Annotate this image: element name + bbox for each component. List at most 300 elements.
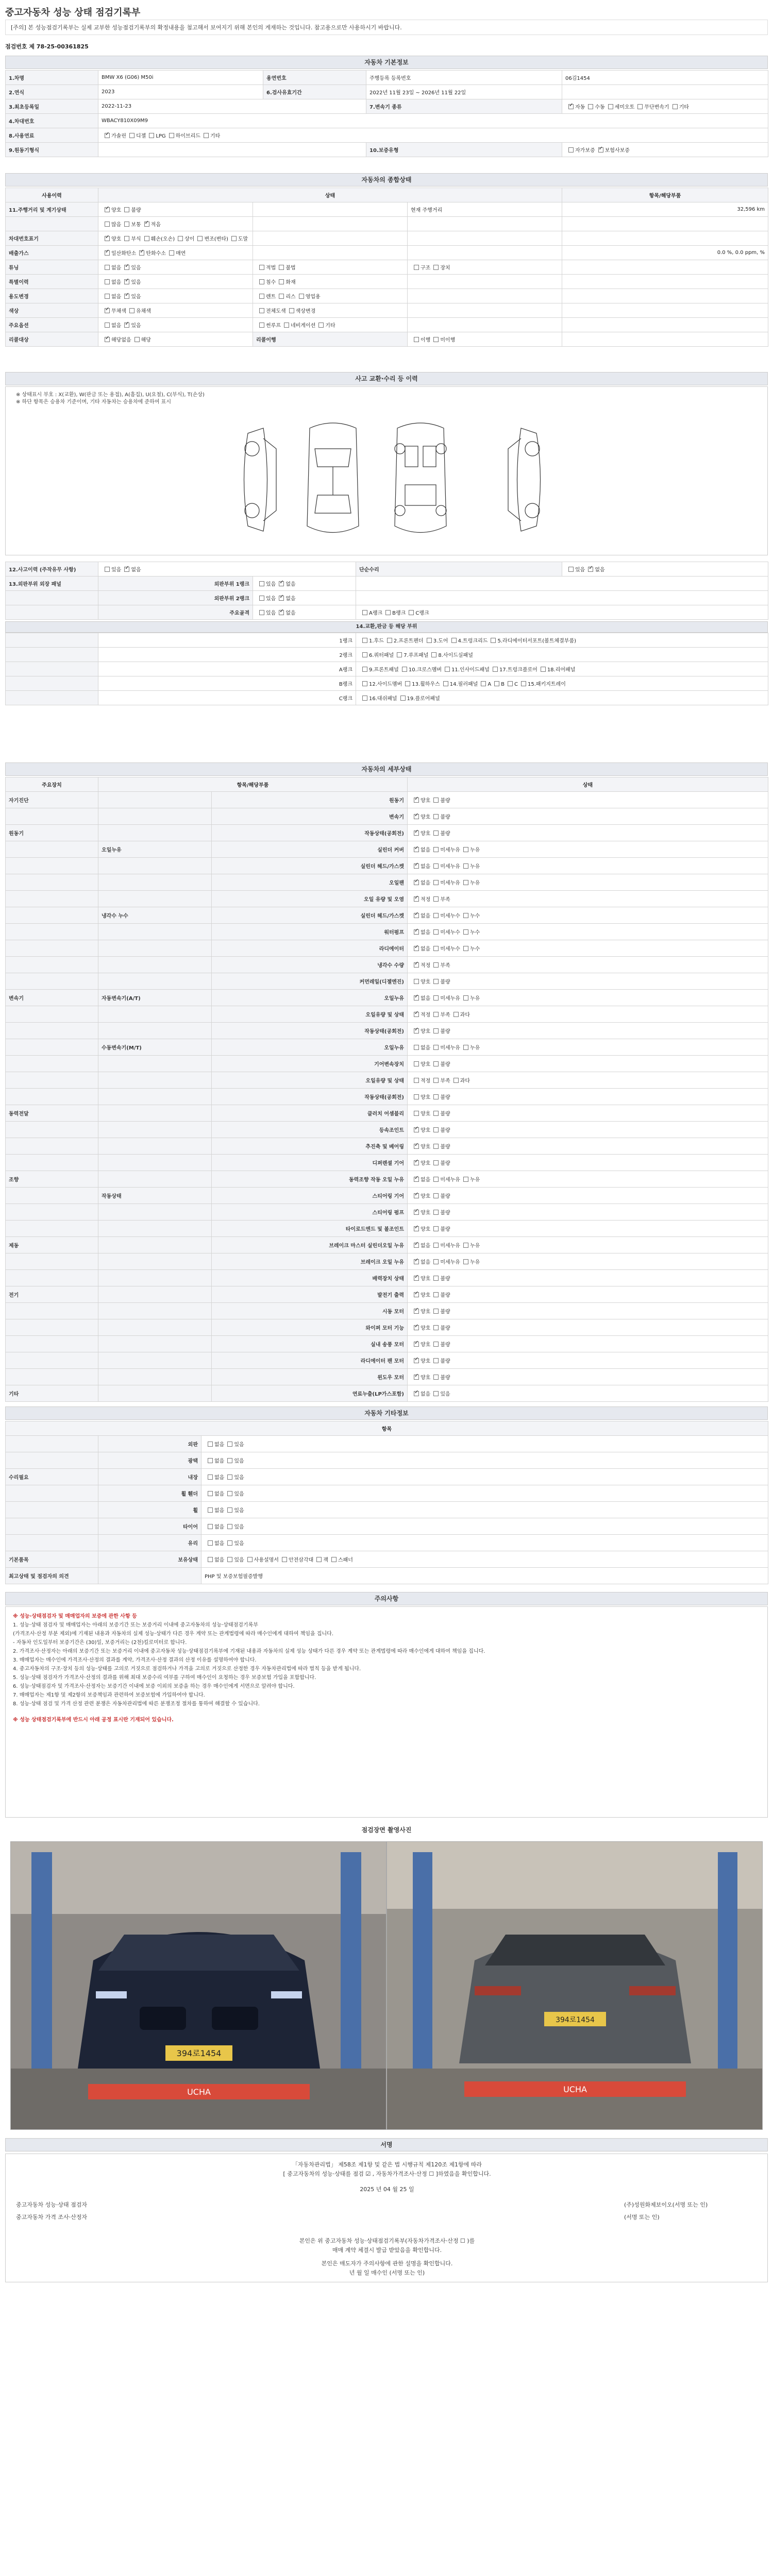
caution-line: 5. 성능·상태 점검자가 가격조사·산정의 결과를 위해 최대 보증수리 여부를 구하여 매수인이 요청하는 경우 보증보험 가입을 포함합니다.: [13, 1675, 316, 1681]
checkbox[interactable]: [227, 1491, 232, 1496]
status-checks-2: [253, 231, 408, 246]
checkbox[interactable]: [414, 880, 419, 885]
checkbox[interactable]: [433, 814, 439, 819]
detail-subgroup: [98, 858, 212, 874]
checkbox[interactable]: [433, 1177, 439, 1182]
other-item: 광택: [98, 1452, 201, 1469]
status-checks-2: [253, 202, 408, 217]
checkbox[interactable]: [433, 913, 439, 918]
checkbox[interactable]: [105, 265, 110, 270]
checkbox[interactable]: [227, 1507, 232, 1513]
checkbox[interactable]: [259, 596, 264, 601]
checkbox[interactable]: [433, 1127, 439, 1132]
checkbox[interactable]: [414, 863, 419, 869]
checkbox[interactable]: [208, 1507, 213, 1513]
checkbox[interactable]: [362, 652, 367, 657]
checkbox[interactable]: [247, 1557, 253, 1562]
accident-checks: [253, 605, 356, 620]
checkbox-label: 5.라디에이터서포트(볼트체결부품): [497, 638, 577, 644]
checkbox[interactable]: [433, 1342, 439, 1347]
checkbox-label: 하이브리드: [175, 133, 200, 139]
checkbox[interactable]: [259, 265, 264, 270]
checkbox[interactable]: [208, 1540, 213, 1546]
checkbox-label: 3.도어: [433, 638, 448, 644]
detail-checks: [408, 1171, 768, 1188]
checkbox[interactable]: [197, 236, 203, 241]
other-group: 기본품목: [6, 1551, 98, 1568]
checkbox[interactable]: [259, 308, 264, 313]
detail-group: 제동: [6, 1237, 98, 1253]
checkbox[interactable]: [568, 147, 574, 152]
checkbox[interactable]: [433, 1160, 439, 1165]
checkbox[interactable]: [433, 1391, 439, 1396]
checkbox[interactable]: [259, 610, 264, 615]
checkbox[interactable]: [259, 279, 264, 284]
checkbox[interactable]: [414, 1342, 419, 1347]
checkbox[interactable]: [227, 1540, 232, 1546]
checkbox[interactable]: [208, 1442, 213, 1447]
checkbox[interactable]: [433, 1276, 439, 1281]
checkbox[interactable]: [414, 1111, 419, 1116]
checkbox[interactable]: [451, 638, 457, 643]
detail-checks: [408, 1138, 768, 1155]
checkbox[interactable]: [124, 222, 129, 227]
checkbox[interactable]: [414, 913, 419, 918]
checkbox[interactable]: [453, 1078, 459, 1083]
checkbox[interactable]: [521, 681, 526, 686]
checkbox[interactable]: [463, 995, 468, 1001]
checkbox[interactable]: [387, 638, 392, 643]
status-label: 튜닝: [6, 260, 98, 275]
checkbox-label: 양호: [421, 1359, 431, 1364]
checkbox[interactable]: [208, 1524, 213, 1529]
status-checks: [98, 303, 253, 318]
detail-item: 오일누유: [212, 1039, 408, 1056]
detail-item: 작동상태(공회전): [212, 1089, 408, 1105]
sign-name-1[interactable]: (주)성원화제보이오(서명 또는 인): [624, 2201, 708, 2208]
checkbox[interactable]: [284, 323, 289, 328]
parts-checks: [356, 662, 768, 676]
other-row: [6, 1485, 768, 1502]
checkbox[interactable]: [433, 847, 439, 852]
detail-subgroup: [98, 808, 212, 825]
checkbox[interactable]: [139, 250, 144, 256]
checkbox[interactable]: [433, 1210, 439, 1215]
checkbox[interactable]: [299, 294, 304, 299]
checkbox[interactable]: [433, 1045, 439, 1050]
checkbox[interactable]: [316, 1557, 322, 1562]
checkbox[interactable]: [402, 667, 407, 672]
checkbox[interactable]: [463, 880, 468, 885]
checkbox[interactable]: [414, 1028, 419, 1033]
other-item: 타이어: [98, 1518, 201, 1535]
checkbox[interactable]: [124, 567, 129, 572]
checkbox[interactable]: [105, 250, 110, 256]
checkbox-label: 양호: [421, 1128, 431, 1133]
checkbox-label: 불법: [285, 265, 296, 271]
checkbox[interactable]: [124, 279, 129, 284]
checkbox-label: 부족: [440, 963, 450, 969]
checkbox[interactable]: [463, 946, 468, 951]
detail-group: [6, 1369, 98, 1385]
checkbox-label: 불량: [440, 1029, 450, 1035]
checkbox[interactable]: [208, 1475, 213, 1480]
checkbox[interactable]: [431, 652, 436, 657]
detail-row: [6, 907, 768, 924]
checkbox-label: A랭크: [369, 611, 383, 616]
checkbox[interactable]: [362, 696, 367, 701]
checkbox[interactable]: [494, 681, 499, 686]
detail-checks: [408, 1369, 768, 1385]
checkbox[interactable]: [443, 681, 448, 686]
detail-group: 전기: [6, 1286, 98, 1303]
checkbox[interactable]: [493, 667, 498, 672]
checkbox-label: 양호: [421, 815, 431, 820]
checkbox[interactable]: [279, 294, 284, 299]
checkbox[interactable]: [463, 863, 468, 869]
checkbox[interactable]: [414, 847, 419, 852]
checkbox[interactable]: [414, 1243, 419, 1248]
checkbox[interactable]: [433, 1226, 439, 1231]
checkbox[interactable]: [433, 979, 439, 984]
checkbox[interactable]: [279, 610, 284, 615]
detail-row: [6, 1352, 768, 1369]
checkbox[interactable]: [433, 337, 439, 342]
checkbox[interactable]: [433, 929, 439, 935]
detail-group: 원동기: [6, 825, 98, 841]
checkbox-label: 미세누수: [440, 946, 460, 952]
checkbox[interactable]: [568, 567, 574, 572]
checkbox[interactable]: [259, 294, 264, 299]
checkbox[interactable]: [433, 1078, 439, 1083]
checkbox[interactable]: [169, 133, 174, 138]
other-row: [6, 1535, 768, 1551]
checkbox[interactable]: [433, 1309, 439, 1314]
checkbox[interactable]: [124, 323, 129, 328]
signature-area: [5, 2154, 768, 2282]
confirm-text-2: 매매 계약 체결시 발급 받았음을 확인합니다.: [332, 2247, 442, 2253]
checkbox-label: 자동: [575, 105, 585, 110]
detail-item: 워터펌프: [212, 924, 408, 940]
checkbox[interactable]: [414, 946, 419, 951]
detail-checks: [408, 1253, 768, 1270]
checkbox[interactable]: [427, 638, 432, 643]
checkbox[interactable]: [362, 610, 367, 615]
checkbox[interactable]: [508, 681, 513, 686]
detail-group: [6, 1089, 98, 1105]
checkbox[interactable]: [433, 1243, 439, 1248]
buyer-sign-line[interactable]: 년 월 일 매수인 (서명 또는 인): [349, 2269, 425, 2276]
checkbox[interactable]: [414, 1144, 419, 1149]
checkbox[interactable]: [637, 104, 643, 109]
checkbox[interactable]: [588, 567, 593, 572]
status-checks: [98, 289, 253, 303]
checkbox[interactable]: [414, 1226, 419, 1231]
checkbox[interactable]: [169, 250, 174, 256]
checkbox[interactable]: [149, 133, 154, 138]
detail-checks: [408, 891, 768, 907]
checkbox[interactable]: [414, 798, 419, 803]
other-group: 최고상태 및 점검자의 의견: [6, 1568, 98, 1584]
checkbox-label: 12.사이드멤버: [369, 682, 402, 687]
checkbox[interactable]: [227, 1458, 232, 1463]
checkbox[interactable]: [397, 652, 402, 657]
checkbox[interactable]: [463, 929, 468, 935]
checkbox[interactable]: [124, 294, 129, 299]
checkbox[interactable]: [433, 962, 439, 968]
checkbox[interactable]: [433, 880, 439, 885]
checkbox[interactable]: [414, 1078, 419, 1083]
checkbox[interactable]: [414, 337, 419, 342]
checkbox-label: 없음: [214, 1459, 225, 1464]
detail-checks: [408, 1023, 768, 1039]
checkbox[interactable]: [362, 681, 367, 686]
checkbox-label: 미세누유: [440, 1045, 460, 1051]
checkbox[interactable]: [433, 798, 439, 803]
detail-group: [6, 1221, 98, 1237]
checkbox[interactable]: [362, 667, 367, 672]
detail-subgroup: [98, 1204, 212, 1221]
checkbox[interactable]: [289, 308, 294, 313]
checkbox[interactable]: [259, 323, 264, 328]
detail-checks: [408, 792, 768, 808]
diagram-legend-note: ※ 하단 항목은 승용차 기준이며, 기타 자동차는 승용차에 준하여 표시: [16, 399, 171, 405]
checkbox[interactable]: [105, 222, 110, 227]
checkbox-label: 없음: [214, 1475, 225, 1481]
checkbox[interactable]: [433, 1111, 439, 1116]
checkbox[interactable]: [433, 1358, 439, 1363]
checkbox[interactable]: [331, 1557, 337, 1562]
checkbox[interactable]: [463, 1045, 468, 1050]
checkbox[interactable]: [433, 265, 439, 270]
checkbox[interactable]: [414, 1292, 419, 1297]
parts-rank: C랭크: [98, 691, 356, 705]
checkbox[interactable]: [463, 847, 468, 852]
checkbox[interactable]: [541, 667, 546, 672]
checkbox[interactable]: [598, 147, 603, 152]
checkbox[interactable]: [433, 1292, 439, 1297]
parts-checks: [356, 648, 768, 662]
checkbox[interactable]: [178, 236, 183, 241]
checkbox-label: 미세누유: [440, 880, 460, 886]
detail-row: [6, 1023, 768, 1039]
detail-checks: [408, 1237, 768, 1253]
checkbox[interactable]: [414, 979, 419, 984]
checkbox[interactable]: [463, 913, 468, 918]
status-label: 11.주행거리 및 계기상태: [6, 202, 98, 217]
checkbox[interactable]: [135, 337, 140, 342]
checkbox[interactable]: [105, 567, 110, 572]
checkbox[interactable]: [433, 1012, 439, 1017]
detail-group: [6, 1023, 98, 1039]
checkbox[interactable]: [433, 1028, 439, 1033]
checkbox[interactable]: [433, 1144, 439, 1149]
other-item: [98, 1568, 201, 1584]
checkbox[interactable]: [445, 667, 450, 672]
checkbox[interactable]: [414, 995, 419, 1001]
checkbox[interactable]: [414, 1358, 419, 1363]
checkbox[interactable]: [105, 323, 110, 328]
checkbox[interactable]: [129, 308, 135, 313]
checkbox[interactable]: [414, 1276, 419, 1281]
detail-subgroup: [98, 1336, 212, 1352]
checkbox[interactable]: [259, 581, 264, 586]
checkbox[interactable]: [481, 681, 486, 686]
checkbox[interactable]: [405, 681, 410, 686]
checkbox[interactable]: [385, 610, 391, 615]
checkbox[interactable]: [414, 1309, 419, 1314]
checkbox[interactable]: [227, 1442, 232, 1447]
checkbox[interactable]: [362, 638, 367, 643]
checkbox[interactable]: [433, 1061, 439, 1066]
checkbox[interactable]: [414, 1375, 419, 1380]
checkbox-label: 불량: [440, 1062, 450, 1067]
checkbox-label: 없음: [285, 582, 296, 587]
checkbox[interactable]: [588, 104, 593, 109]
checkbox[interactable]: [433, 896, 439, 902]
checkbox[interactable]: [279, 279, 284, 284]
checkbox[interactable]: [414, 1177, 419, 1182]
checkbox[interactable]: [414, 962, 419, 968]
checkbox-label: B: [501, 682, 505, 687]
checkbox[interactable]: [144, 236, 149, 241]
status-checks-3: [408, 260, 562, 275]
checkbox[interactable]: [124, 265, 129, 270]
detail-group: 동력전달: [6, 1105, 98, 1122]
other-row: [6, 1436, 768, 1452]
checkbox[interactable]: [433, 1325, 439, 1330]
checkbox[interactable]: [279, 581, 284, 586]
checkbox[interactable]: [105, 133, 110, 138]
checkbox[interactable]: [463, 1177, 468, 1182]
accident-checks-2: [356, 605, 768, 620]
basic-label-2: 10.보증유형: [366, 143, 562, 157]
checkbox[interactable]: [282, 1557, 287, 1562]
checkbox[interactable]: [279, 265, 284, 270]
checkbox[interactable]: [433, 1259, 439, 1264]
other-value: PHP 및 보증보험필증발행: [201, 1568, 768, 1584]
checkbox-label: 7.루프패널: [404, 653, 429, 658]
checkbox-label: 불량: [440, 1342, 450, 1348]
checkbox-label: 불량: [440, 1227, 450, 1232]
checkbox-label: 네비게이션: [290, 323, 316, 329]
detail-item: 브레이크 마스터 실린더오일 누유: [212, 1237, 408, 1253]
checkbox-label: 누유: [469, 1260, 480, 1265]
checkbox[interactable]: [673, 104, 678, 109]
checkbox-label: 있음: [234, 1442, 244, 1448]
checkbox[interactable]: [227, 1475, 232, 1480]
checkbox[interactable]: [414, 1259, 419, 1264]
checkbox[interactable]: [204, 133, 209, 138]
accident-checks-2: [356, 591, 768, 605]
caution-line: 3. 매매업자는 매수인에 가격조사·산정의 결과를 계약, 가격조사·산정 결과의 산정 이유를 설명하여야 합니다.: [13, 1657, 257, 1663]
checkbox[interactable]: [414, 929, 419, 935]
checkbox[interactable]: [414, 1391, 419, 1396]
checkbox[interactable]: [105, 308, 110, 313]
checkbox[interactable]: [453, 1012, 459, 1017]
checkbox[interactable]: [433, 946, 439, 951]
checkbox-label: 보통: [131, 222, 141, 228]
checkbox[interactable]: [414, 1061, 419, 1066]
checkbox[interactable]: [433, 1375, 439, 1380]
checkbox[interactable]: [414, 1012, 419, 1017]
checkbox[interactable]: [491, 638, 496, 643]
checkbox[interactable]: [414, 1210, 419, 1215]
checkbox[interactable]: [568, 104, 574, 109]
checkbox[interactable]: [208, 1458, 213, 1463]
detail-group: [6, 1072, 98, 1089]
checkbox[interactable]: [433, 831, 439, 836]
checkbox[interactable]: [227, 1557, 232, 1562]
checkbox[interactable]: [279, 596, 284, 601]
checkbox[interactable]: [414, 1325, 419, 1330]
other-group: [6, 1452, 98, 1469]
checkbox[interactable]: [414, 814, 419, 819]
checkbox[interactable]: [105, 279, 110, 284]
checkbox[interactable]: [414, 896, 419, 902]
checkbox[interactable]: [414, 1045, 419, 1050]
checkbox[interactable]: [414, 1160, 419, 1165]
checkbox[interactable]: [414, 1193, 419, 1198]
checkbox[interactable]: [414, 1127, 419, 1132]
checkbox[interactable]: [105, 207, 110, 212]
checkbox[interactable]: [433, 1193, 439, 1198]
checkbox[interactable]: [105, 294, 110, 299]
sign-name-2[interactable]: (서명 또는 인): [624, 2214, 660, 2221]
checkbox[interactable]: [414, 831, 419, 836]
checkbox[interactable]: [608, 104, 613, 109]
status-label: 색상: [6, 303, 98, 318]
checkbox[interactable]: [463, 1259, 468, 1264]
accident-checks-2: [562, 562, 768, 577]
checkbox[interactable]: [414, 1094, 419, 1099]
detail-group: [6, 1006, 98, 1023]
checkbox[interactable]: [105, 236, 110, 241]
detail-group: [6, 1155, 98, 1171]
checkbox[interactable]: [414, 265, 419, 270]
status-value: [562, 275, 768, 289]
detail-row: [6, 1105, 768, 1122]
checkbox[interactable]: [463, 1243, 468, 1248]
checkbox-label: 없음: [421, 848, 431, 853]
checkbox[interactable]: [144, 222, 149, 227]
checkbox[interactable]: [433, 863, 439, 869]
cert-number: 점검번호 제 78-25-00361825: [5, 43, 89, 50]
checkbox-label: 있음: [234, 1557, 244, 1563]
checkbox[interactable]: [318, 323, 324, 328]
checkbox-label: 도말: [238, 236, 248, 242]
checkbox[interactable]: [124, 207, 129, 212]
checkbox[interactable]: [433, 995, 439, 1001]
checkbox[interactable]: [231, 236, 237, 241]
checkbox[interactable]: [433, 1094, 439, 1099]
checkbox-label: 양호: [111, 208, 122, 213]
checkbox[interactable]: [409, 610, 414, 615]
detail-item: 추진축 및 베어링: [212, 1138, 408, 1155]
checkbox[interactable]: [208, 1557, 213, 1562]
detail-subgroup: [98, 957, 212, 973]
checkbox[interactable]: [129, 133, 135, 138]
checkbox[interactable]: [227, 1524, 232, 1529]
checkbox[interactable]: [400, 696, 406, 701]
detail-subgroup: [98, 1369, 212, 1385]
checkbox[interactable]: [124, 236, 129, 241]
detail-row: [6, 825, 768, 841]
checkbox[interactable]: [105, 337, 110, 342]
detail-row: [6, 1171, 768, 1188]
accident-label-2: 단순수리: [356, 562, 562, 577]
checkbox[interactable]: [208, 1491, 213, 1496]
